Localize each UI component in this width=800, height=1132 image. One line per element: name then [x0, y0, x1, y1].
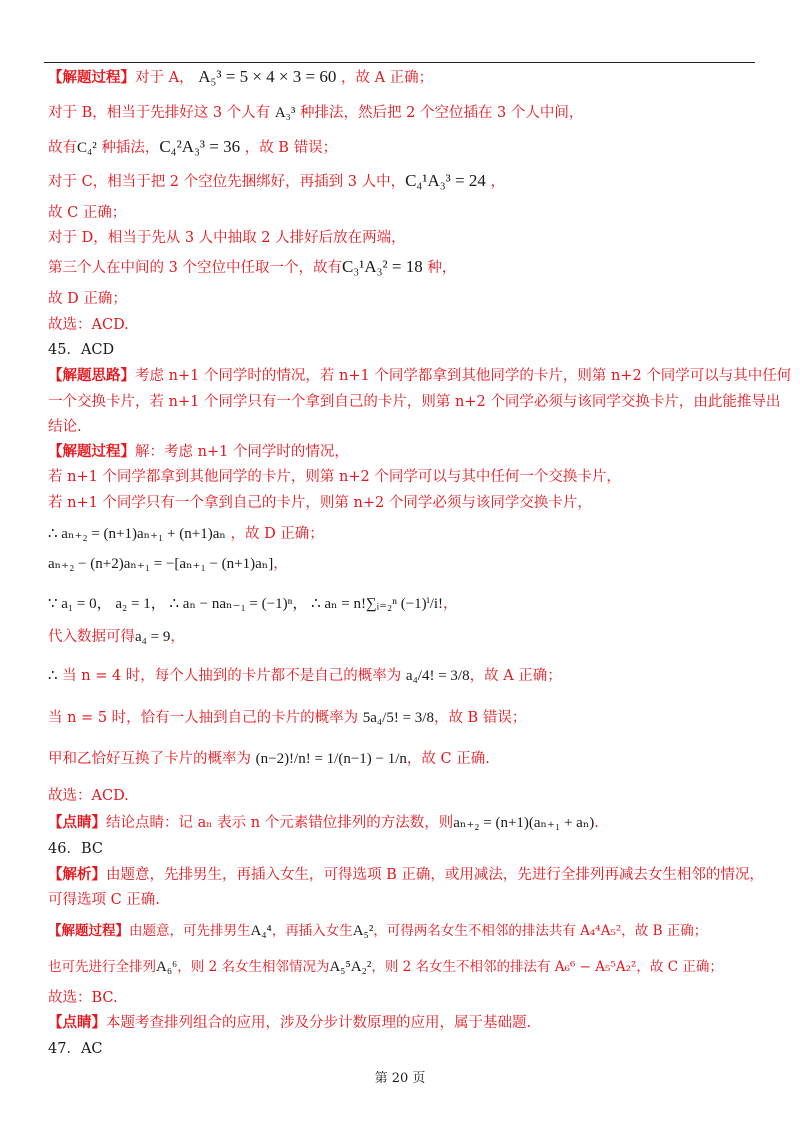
- solution-line: 对于 D，相当于先从 3 人中抽取 2 人排好后放在两端，: [48, 230, 406, 246]
- solution-line: 若 n+1 个同学都拿到其他同学的卡片，则第 n+2 个同学可以与其中任何一个交换卡片，: [48, 469, 621, 485]
- solution-line: 故有C₄² 种插法，C₄²A₃³ = 36 ，故 B 错误；: [48, 137, 338, 156]
- header-rule: [44, 62, 755, 63]
- question-number: 45．ACD: [48, 342, 115, 358]
- solution-line: ∴ aₙ₊₂ = (n+1)aₙ₊₁ + (n+1)aₙ ，故 D 正确；: [48, 526, 324, 542]
- solution-line: 故选：BC.: [48, 990, 118, 1006]
- solution-line: 故选：ACD.: [48, 788, 129, 804]
- solution-line: 第三个人在中间的 3 个空位中任取一个，故有C₃¹A₃² = 18 种，: [48, 257, 457, 276]
- solution-line: 也可先进行全排列A₆⁶，则 2 名女生相邻情况为A₅⁵A₂²，则 2 名女生不相邻的排法有 A₆⁶ − A₅⁵A₂²，故 C 正确；: [48, 959, 723, 975]
- solution-line: 故选：ACD.: [48, 317, 129, 333]
- question-number: 46．BC: [48, 841, 103, 857]
- solution-line: 可得选项 C 正确.: [48, 892, 160, 908]
- page-number: 第 20 页: [374, 1071, 426, 1086]
- solution-line: 故 C 正确；: [48, 205, 127, 221]
- solution-line: 【解题思路】考虑 n+1 个同学时的情况，若 n+1 个同学都拿到其他同学的卡片，则第 n+2 个同学可以与其中任何: [48, 367, 792, 384]
- solution-line: 对于 C，相当于把 2 个空位先捆绑好，再插到 3 人中，C₄¹A₃³ = 24 ，: [48, 171, 505, 190]
- solution-line: 【点睛】结论点睛：记 aₙ 表示 n 个元素错位排列的方法数，则aₙ₊₂ = (n+1)(aₙ₊₁ + aₙ).: [48, 814, 599, 831]
- solution-line: 结论.: [48, 419, 82, 435]
- solution-line: 【点睛】本题考查排列组合的应用，涉及分步计数原理的应用，属于基础题.: [48, 1014, 532, 1031]
- solution-line: 当 n = 5 时，恰有一人抽到自己的卡片的概率为 5a₄/5! = 3/8，故 B 错误；: [48, 710, 527, 726]
- solution-line: 代入数据可得a₄ = 9，: [48, 629, 185, 645]
- solution-line: 【解题过程】解：考虑 n+1 个同学时的情况，: [48, 443, 349, 460]
- solution-line: 甲和乙恰好互换了卡片的概率为 (n−2)!/n! = 1/(n−1) − 1/n，故 C 正确.: [48, 751, 490, 767]
- solution-line: 若 n+1 个同学只有一个拿到自己的卡片，则第 n+2 个同学必须与该同学交换卡片，: [48, 495, 592, 511]
- solution-line: ∵ a₁ = 0， a₂ = 1， ∴ aₙ − naₙ₋₁ = (−1)ⁿ， ∴ aₙ = n!∑ᵢ₌₂ⁿ (−1)ⁱ/i!，: [48, 596, 458, 612]
- solution-line: ∴ 当 n = 4 时，每个人抽到的卡片都不是自己的概率为 a₄/4! = 3/8，故 A 正确；: [48, 668, 562, 684]
- solution-line: 一个交换卡片，若 n+1 个同学只有一个拿到自己的卡片，则第 n+2 个同学必须与该同学交换卡片，由此能推导出: [48, 394, 781, 410]
- solution-line: 【解题过程】由题意，可先排男生A₄⁴，再插入女生A₅²，可得两名女生不相邻的排法共有 A₄⁴A₅²，故 B 正确；: [48, 923, 708, 939]
- solution-line: 对于 B，相当于先排好这 3 个人有 A₃³ 种排法，然后把 2 个空位插在 3 个人中间，: [48, 105, 584, 121]
- solution-line: aₙ₊₂ − (n+2)aₙ₊₁ = −[aₙ₊₁ − (n+1)aₙ]，: [48, 556, 288, 572]
- question-number: 47．AC: [48, 1041, 103, 1057]
- solution-line: 【解题过程】对于 A， A₅³ = 5 × 4 × 3 = 60 ，故 A 正确；: [48, 67, 434, 86]
- solution-line: 故 D 正确；: [48, 291, 127, 307]
- solution-line: 【解析】由题意，先排男生，再插入女生，可得选项 B 正确，或用减法，先进行全排列再减去女生相邻的情况，: [48, 866, 764, 883]
